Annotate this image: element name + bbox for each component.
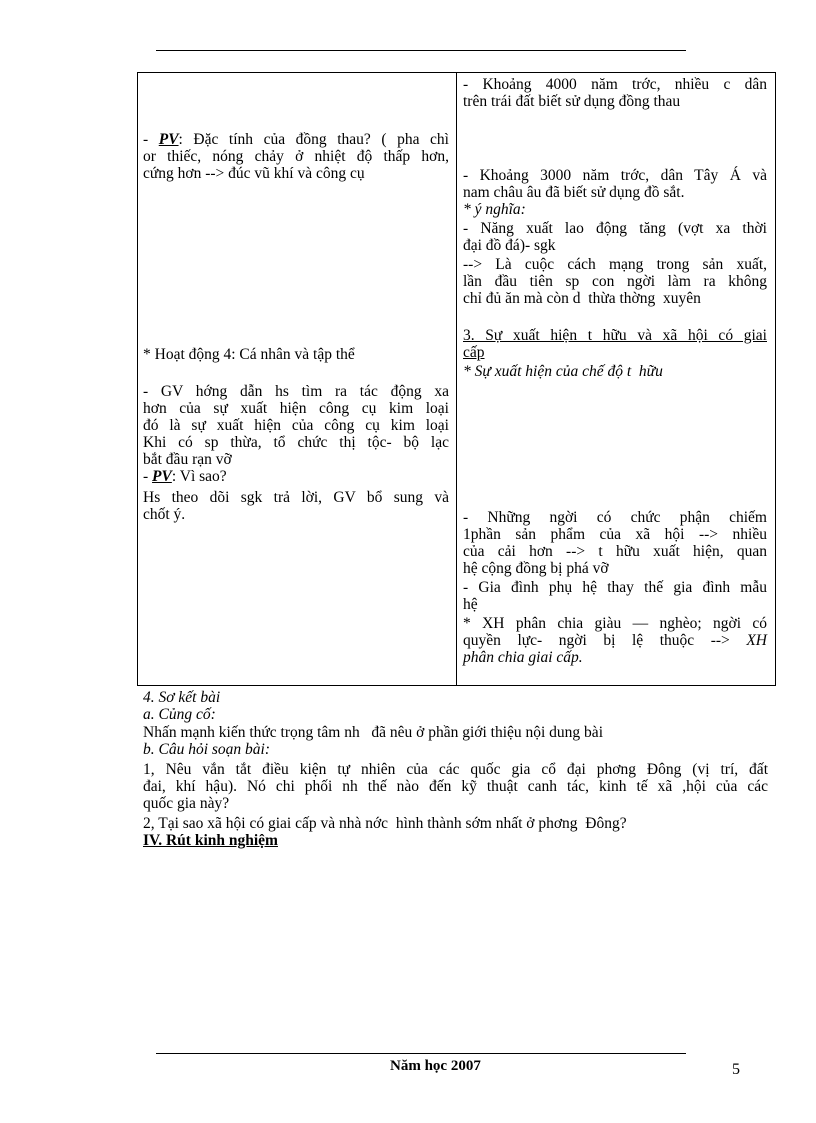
right-p6-line1: - Gia đình phụ hệ thay thế gia đình mẫu — [463, 579, 767, 596]
right-p4-line3: chỉ đủ ăn mà còn d thừa thờng xuyên — [463, 290, 701, 307]
right-p2-line2: nam châu âu đã biết sử dụng đồ sắt. — [463, 184, 685, 201]
question-2: 2, Tại sao xã hội có giai cấp và nhà nớc hình thành sớm nhất ở phơng Đông? — [143, 815, 627, 832]
right-p5-line1: - Những ngời có chức phận chiếm — [463, 509, 767, 526]
right-p5-line4: hệ cộng đồng bị phá vỡ — [463, 560, 609, 577]
left-pv1-line2: or thiếc, nóng chảy ở nhiệt độ thấp hơn, — [143, 148, 449, 165]
pv-label: PV — [152, 468, 172, 485]
question-1-line1: 1, Nêu vắn tắt điều kiện tự nhiên của các quốc gia cổ đại phơng Đông (vị trí, đất — [143, 761, 768, 778]
right-p7-line2: quyền lực- ngời bị lệ thuộc --> XH — [463, 632, 767, 649]
header-rule — [156, 50, 686, 51]
consolidation-text: Nhấn mạnh kiến thức trọng tâm nh đã nêu ở phần giới thiệu nội dung bài — [143, 724, 603, 741]
right-p5-line3: của cải hơn --> t hữu xuất hiện, quan — [463, 543, 767, 560]
table-column-divider — [456, 72, 457, 686]
right-p6-line2: hệ — [463, 596, 478, 613]
summary-heading: 4. Sơ kết bài — [143, 689, 221, 706]
left-pv1-line3: cứng hơn --> đúc vũ khí và công cụ — [143, 165, 365, 182]
meaning-heading: * ý nghĩa: — [463, 201, 526, 218]
left-gv-line2: hơn của sự xuất hiện công cụ kim loại — [143, 400, 449, 417]
section-3-heading-line1: 3. Sự xuất hiện t hữu và xã hội có giai — [463, 327, 767, 344]
question-1-line2: đai, khí hậu). Nó chi phối nh thế nào đến kỹ thuật canh tác, kinh tế xã ,hội của các — [143, 778, 768, 795]
private-property-subheading: * Sự xuất hiện của chế độ t hữu — [463, 363, 663, 380]
left-gv-line3: đó là sự xuất hiện của công cụ kim loại — [143, 417, 449, 434]
right-p5-line2: 1phần sản phẩm của xã hội --> nhiều — [463, 526, 767, 543]
right-p4-line1: --> Là cuộc cách mạng trong sản xuất, — [463, 256, 767, 273]
footer-year: Năm học 2007 — [390, 1058, 481, 1074]
right-p7-line3: phân chia giai cấp. — [463, 649, 583, 666]
right-p4-line2: lần đầu tiên sp con ngời làm ra không — [463, 273, 767, 290]
activity-4-heading: * Hoạt động 4: Cá nhân và tập thể — [143, 346, 355, 363]
right-p7-line1: * XH phân chia giàu — nghèo; ngời có — [463, 615, 767, 632]
left-gv-line5: bắt đầu rạn vỡ — [143, 451, 232, 468]
question-1-line3: quốc gia này? — [143, 795, 230, 812]
section-4-heading: IV. Rút kinh nghiệm — [143, 832, 278, 849]
right-p3-line2: đại đồ đá)- sgk — [463, 237, 556, 254]
questions-heading: b. Câu hỏi soạn bài: — [143, 741, 271, 758]
left-gv-line1: - GV hớng dẫn hs tìm ra tác động xa — [143, 383, 449, 400]
consolidation-heading: a. Củng cố: — [143, 706, 216, 723]
left-hs-line2: chốt ý. — [143, 506, 186, 523]
left-hs-line1: Hs theo dõi sgk trả lời, GV bổ sung và — [143, 489, 449, 506]
right-p2-line1: - Khoảng 3000 năm trớc, dân Tây Á và — [463, 167, 767, 184]
right-p1-line2: trên trái đất biết sử dụng đồng thau — [463, 93, 681, 110]
left-pv1-line1: - PV: Đặc tính của đồng thau? ( pha chì — [143, 131, 449, 148]
footer-rule — [156, 1053, 686, 1054]
left-pv2-line: - PV: Vì sao? — [143, 468, 227, 485]
right-p3-line1: - Năng xuất lao động tăng (vợt xa thời — [463, 220, 767, 237]
section-3-heading-line2: cấp — [463, 344, 485, 361]
left-gv-line4: Khi có sp thừa, tổ chức thị tộc- bộ lạc — [143, 434, 449, 451]
page-number: 5 — [732, 1061, 740, 1078]
right-p1-line1: - Khoảng 4000 năm trớc, nhiều c dân — [463, 76, 767, 93]
pv-label: PV — [158, 131, 179, 148]
